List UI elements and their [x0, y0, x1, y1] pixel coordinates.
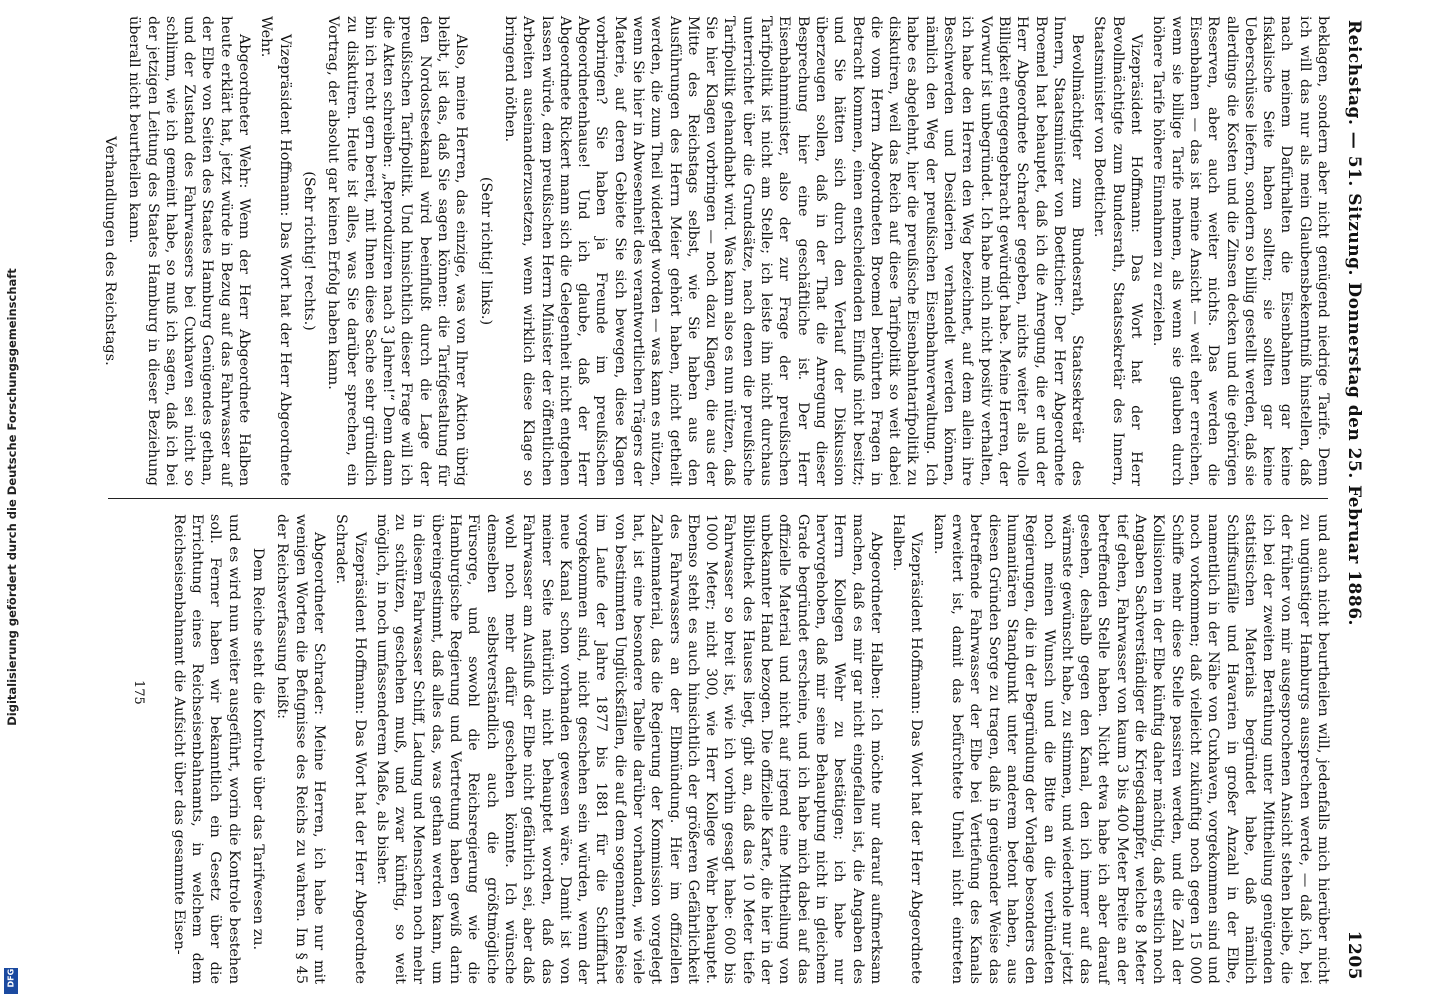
quotation: Dem Reiche steht die Kontrole über das Tarifwesen zu.	[250, 547, 267, 951]
paragraph: Bevollmächtigter zum Bundesrath, Staatssekretär des Innern, Staatsminister von Boetticher: Der Herr Abgeordnete Broemel hat behauptet, daß ich die Anregung, die er und der Herr Abgeordnete Schrader gegeben, nichts weiter als volle Billigkeit entgegengebracht gewürdigt habe. Meine Herren, der Vorwurf ist unbegründet. Ich habe mich nicht positiv verhalten, ich habe den Herren den Weg bezeichnet, auf dem allein ihre Beschwerden und Desiderien verhandelt werden können, nämlich den Weg der preußischen Eisenbahnverwaltung. Ich habe es abgelehnt, hier die preußische Eisenbahntarifpolitik zu diskutiren, weil das Reich auf diese Tarifpolitik so weit dabei die vom Herrn Abgeordneten Broemel berührten Fragen in Betracht kommen, einen entscheidenden Einfluß nicht besitzt; und Sie hätten sich durch den Verlauf der Diskussion überzeugen sollen, daß in der That die Anregung dieser Besprechung hier eine geschäftliche ist. Der Herr Eisenbahnminister, also der zur Frage der preußischen Tarifpolitik ist nicht am Stelle; ich leiste ihn nicht durchaus unterrichtet über die Grundsätze, nach denen die preußische Tarifpolitik gehandhabt wird. Was kann also es nun nützen, daß Sie hier Klagen vorbringen — noch dazu Klagen, die aus der Mitte des Reichstags selbst, wie Sie haben aus den Ausführungen des Herrn Meier gehört haben, nicht getheilt werden, die zum Theil widerlegt worden — was kann es nützen, wenn Sie hier in Abwesenheit des verantwortlichen Trägers der Materie, auf deren Gebiete Sie sich bewegen, diese Klagen vorbringen? Sie haben ja Freunde im preußischen Abgeordnetenhause! Und ich glaube, daß der Herr Abgeordnete Rickert mann sich die Gelegenheit nicht entgehen lassen würde, dem preußischen Herrn Minister der öffentlichen Arbeiten auseinanderzusetzen, wenn wirklich diese Klage so bringend nöthen.	[501, 16, 1086, 486]
paragraph: Vizepräsident Hoffmann: Das Wort hat der Herr Abgeordnete Wehr.	[258, 16, 293, 486]
right-column	[166, 514, 1332, 984]
paragraph: Also, meine Herren, das einzige, was von Ihrer Aktion übrig bleibt, ist das, daß Sie sagen können: die Tarifgestaltung für den Nordostseekanal wird beeinflußt durch die Lage der preußischen Tarifpolitik. Und hinsichtlich dieser Frage will ich die Akten schreiben: „Reproduziren nach 3 Jahren!“ Denn dann bin ich recht gern bereit, mit Ihnen diese Sache sehr gründlich zu diskutiren. Heute ist alles, was Sie darüber sprechen, ein Vortrag, der absolut gar keinen Erfolg haben kann.	[325, 16, 470, 486]
rotated-content	[92, 0, 1392, 1000]
paragraph: beklagen, sondern aber nicht genügend niedrige Tarife. Denn ich will das nur als mein Glaubensbekenntniß hinstellen, daß nach meinem Dafürhalten die Eisenbahnen gar keine fiskalische Seite haben sollten; sie sollten gar keine Ueberschüsse liefern, sondern so billig gestellt werden, daß sie allerdings die Kosten und die Zinsen decken und die gehörigen Reserven, aber auch weiter nichts. Das werden die Eisenbahnen — das ist meine Ansicht — weit eher erreichen, wenn sie billige Tarife nehmen, als wenn sie glauben durch höhere Tarife höhere Einnahmen zu erzielen.	[1150, 16, 1331, 486]
header-title: Reichstag. — 51. Sitzung. Donnerstag den 25. Februar 1886.	[1344, 20, 1364, 626]
running-header	[1338, 20, 1364, 980]
page-number: 1205	[1344, 930, 1364, 980]
credit-text: Digitalisierung gefördert durch die Deutsche Forschungsgemeinschaft	[5, 268, 19, 726]
paragraph: Abgeordneter Schrader: Meine Herren, ich habe nur mit wenigen Worten die Befugnisse des Reichs zu wahren. Im § 45 der Reichsverfassung heißt:	[274, 514, 327, 984]
dfg-logo-icon: DFG	[4, 968, 18, 994]
paragraph: Abgeordneter Halben: Ich möchte nur darauf aufmerksam machen, daß es mir gar nicht eingefallen ist, die Angaben des Herrn Kollegen Wehr zu bestätigen; ich habe nur hervorgehoben, daß mir seine Behauptung nicht in gleichem Grade begründet erscheine, und ich habe mich dabei auf das offizielle Material und nicht auf irgend eine Mittheilung von unbekannter Hand bezogen. Die offizielle Karte, die hier in der Bibliothek des Hauses liegt, gibt an, daß das 10 Meter tiefe Fahrwasser so breit ist, wie ich vorhin gesagt habe: 600 bis 1000 Meter; nicht 300, wie Herr Kollege Wehr behauptet. Ebenso steht es auch hinsichtlich der größeren Gefährlichkeit des Fahrwassers an der Elbmündung. Hier im offiziellen Zahlenmaterial, das die Regierung der Kommission vorgelegt hat, ist eine besondere Tabelle darüber vorhanden, wie viele von bestimmten Unglücksfällen, die auf dem sogenannten Reise im Laufe der Jahre 1877 bis 1881 für die Schifffahrt vorgekommen sind, nicht geschehen sein würden, wenn der neue Kanal schon vorhanden gewesen wäre. Damit ist von meiner Seite natürlich nicht behauptet worden, daß das Fahrwasser am Ausfluß der Elbe nicht gefährlich sei, aber daß wohl noch mehr dafür geschehen könnte. Ich wünsche demselben selbstverständlich auch die größtmögliche Fürsorge, und sowohl die Reichsregierung wie die Hamburgische Regierung und Vertretung haben gewiß darin übereingestimmt, daß alles das, was gethan werden kann, um in diesem Fahrwasser Schiff, Ladung und Menschen noch mehr zu schützen, geschehen muß, und zwar künftig, so weit möglich, in noch umfassenderem Maße, als bisher.	[373, 514, 884, 984]
paragraph: Vizepräsident Hoffmann: Das Wort hat der Herr Bevollmächtigte zum Bundesrath, Staatssekretär des Innern, Staatsminister von Boetticher.	[1091, 16, 1145, 486]
left-column	[95, 16, 1332, 486]
digitization-credit	[2, 0, 22, 1000]
paragraph: Vizepräsident Hoffmann: Das Wort hat der Herr Abgeordnete Halben.	[890, 514, 925, 984]
interjection: (Sehr richtig! rechts.)	[300, 171, 317, 331]
footer-caption: Verhandlungen des Reichstags.	[102, 136, 118, 366]
column-divider	[108, 498, 1328, 499]
document-page	[92, 0, 1392, 1000]
sheet-number: 175	[131, 680, 146, 705]
paragraph: Vizepräsident Hoffmann: Das Wort hat der Herr Abgeordnete Schrader.	[333, 514, 368, 984]
paragraph: und es wird nun weiter ausgeführt, worin die Kontrole bestehen soll. Ferner haben wir bekanntlich ein Gesetz über die Errichtung eines Reichseisenbahnamts, in welchem dem Reichseisenbahnamt die Aufsicht über das gesammte Eisen-	[170, 514, 242, 984]
interjection: (Sehr richtig! links.)	[477, 176, 494, 326]
paragraph: und auch nicht beurtheilen will, jedenfalls mich hierüber nicht zu ungünstiger Hamburgs aussprechen werde, — daß ich, bei der früher von mir ausgesprochenen Ansicht stehen bleibe, die ich bei der zweiten Berathung unter Mittheilung genügenden statistischen Materials begründet habe, daß nämlich Schiffsunfälle und Havarien in großer Anzahl in der Elbe, namentlich in der Nähe von Cuxhaven, vorgekommen sind und noch vorkommen; daß vielleicht zukünftig noch gegen 15 000 Schiffe mehr diese Stelle passiren werden, und die Zahl der Kollisionen in der Elbe künftig daher mächtig, daß erstlich noch Angaben Sachverständiger die Kriegsdampfer, welche 8 Meter tief gehen, Fahrwasser von kaum 3 bis 400 Meter Breite an der betreffenden Stelle haben. Nicht etwa habe ich aber darauf gesehen, deshalb gegen den Kanal, den ich immer auf das wärmste gewünscht habe, zu stimmen, und wiederhole nur jetzt noch meinen Wunsch und die Bitte an die verbündeten Regierungen, die in der Begründung der Vorlage besonders den humanitären Standpunkt unter anderem betont haben, aus diesen Gründen Sorge zu tragen, daß in genügender Weise das betreffende Fahrwasser der Elbe bei Vertiefung des Kanals erweitert ist, damit das befürchtete Unheil nicht eintreten kann.	[930, 514, 1331, 984]
paragraph: Abgeordneter Wehr: Wenn der Herr Abgeordnete Halben heute erklärt hat, jetzt würde in Bezug auf das Fahrwasser auf der Elbe von Seiten des Staates Hamburg Genügendes gethan, und der Zustand des Fahrwassers bei Cuxhaven sei nicht so schlimm, wie ich gemeint habe, so muß ich sagen, daß ich bei der jetzigen Leitung des Staates Hamburg in dieser Beziehung überall nicht beurtheilen kann.	[126, 16, 253, 486]
